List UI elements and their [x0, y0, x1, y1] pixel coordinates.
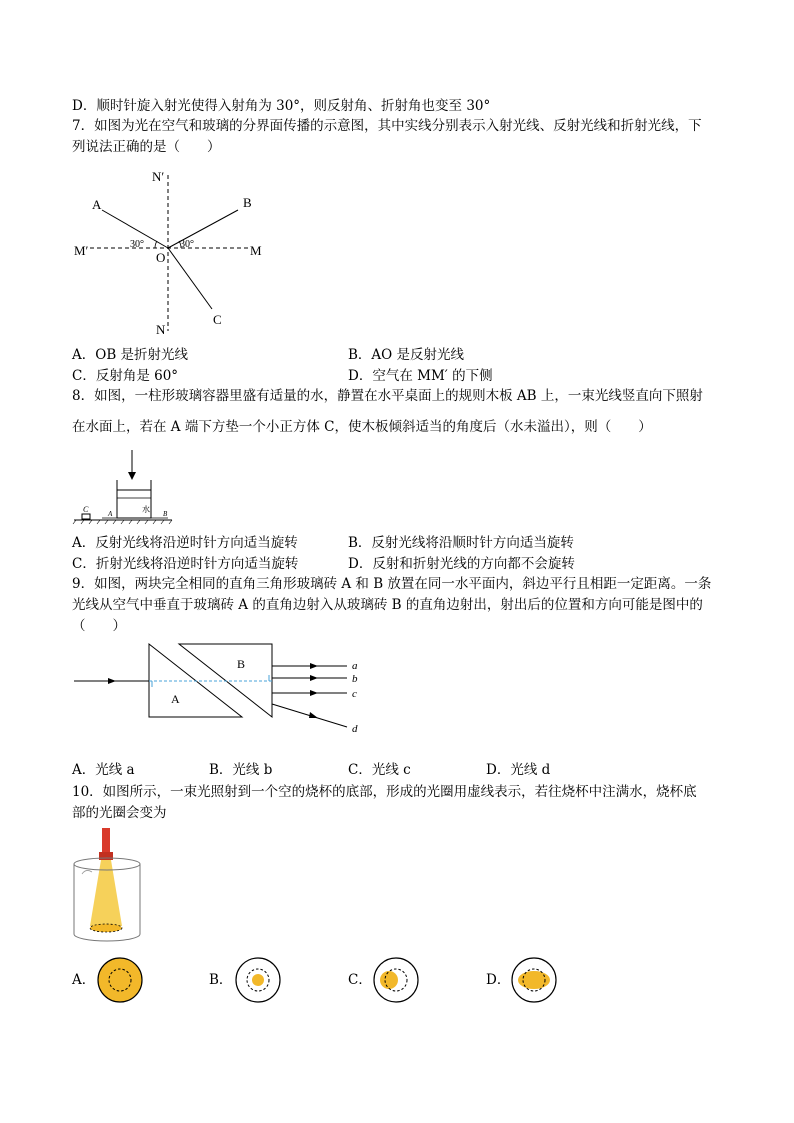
q7-reflection-diagram — [70, 163, 280, 338]
q8-option-b: B．反射光线将沿顺时针方向适当旋转 — [348, 535, 574, 551]
q7-label-m-prime: M′ — [74, 243, 89, 258]
q9-label-ray-a: a — [352, 660, 358, 672]
q10-option-d: D． — [486, 972, 511, 988]
q7-label-b: B — [243, 195, 252, 210]
q10-option-b: B． — [209, 972, 233, 988]
q8-option-a: A．反射光线将沿逆时针方向适当旋转 — [72, 535, 298, 551]
q8-container-diagram — [72, 448, 182, 526]
q9-label-ray-d: d — [352, 723, 358, 735]
q8-stem-line1: 8．如图，一柱形玻璃容器里盛有适量的水，静置在水平桌面上的规则木板 AB 上，一束光线竖直向下照射 — [72, 388, 703, 404]
q8-label-a: A — [108, 510, 113, 518]
q9-stem-line3: （ ） — [72, 618, 126, 634]
q9-label-prism-a: A — [171, 692, 180, 706]
q7-label-n-prime: N′ — [152, 169, 165, 184]
q7-option-d: D．空气在 MM′ 的下侧 — [348, 368, 493, 384]
q8-stem-line2: 在水面上，若在 A 端下方垫一个小正方体 C，使木板倾斜适当的角度后（水未溢出），则（ ） — [72, 419, 652, 435]
q7-angle-right: 30° — [180, 239, 194, 250]
q10-option-a-figure — [96, 956, 144, 1004]
q9-option-b: B．光线 b — [209, 762, 273, 778]
q7-stem-line1: 7．如图为光在空气和玻璃的分界面传播的示意图，其中实线分别表示入射光线、反射光线和折射光线，下 — [72, 118, 702, 134]
q7-option-b: B．AO 是反射光线 — [348, 347, 465, 363]
q9-label-ray-b: b — [352, 673, 358, 685]
q8-option-c: C．折射光线将沿逆时针方向适当旋转 — [72, 556, 299, 572]
q7-label-m: M — [250, 243, 262, 258]
q7-option-a: A．OB 是折射光线 — [72, 347, 189, 363]
q7-label-c: C — [213, 312, 222, 327]
q10-option-d-figure — [510, 956, 558, 1004]
q10-beaker-diagram — [70, 826, 150, 946]
q7-angle-left: 30° — [130, 239, 144, 250]
q8-label-b: B — [163, 510, 168, 518]
q9-label-prism-b: B — [237, 657, 246, 671]
q9-label-ray-c: c — [352, 688, 357, 700]
q10-option-c-figure — [372, 956, 420, 1004]
q8-option-d: D．反射和折射光线的方向都不会旋转 — [348, 556, 575, 572]
q10-option-c: C． — [348, 972, 372, 988]
q9-stem-line1: 9．如图，两块完全相同的直角三角形玻璃砖 A 和 B 放置在同一水平面内，斜边平行且相距一定距离。一条 — [72, 576, 712, 592]
q7-label-a: A — [92, 197, 102, 212]
q8-label-water: 水 — [142, 505, 150, 514]
q9-prism-diagram — [72, 640, 372, 740]
q7-stem-line2: 列说法正确的是（ ） — [72, 139, 221, 155]
q9-option-a: A．光线 a — [72, 762, 135, 778]
q9-stem-line2: 光线从空气中垂直于玻璃砖 A 的直角边射入从玻璃砖 B 的直角边射出，射出后的位置和方向可能是图中的 — [72, 597, 703, 613]
q7-option-c: C．反射角是 60° — [72, 368, 179, 384]
q9-option-c: C．光线 c — [348, 762, 411, 778]
q7-label-n: N — [156, 322, 166, 337]
q10-stem-line2: 部的光圈会变为 — [72, 805, 167, 821]
q7-label-o: O — [156, 250, 166, 265]
q10-option-a: A． — [72, 972, 96, 988]
q10-option-b-figure — [234, 956, 282, 1004]
q6-option-d: D．顺时针旋入射光使得入射角为 30°，则反射角、折射角也变至 30° — [72, 98, 491, 114]
q9-option-d: D．光线 d — [486, 762, 551, 778]
q8-label-c: C — [83, 505, 89, 514]
q10-stem-line1: 10．如图所示，一束光照射到一个空的烧杯的底部，形成的光圈用虚线表示，若往烧杯中注满水，烧杯底 — [72, 784, 697, 800]
